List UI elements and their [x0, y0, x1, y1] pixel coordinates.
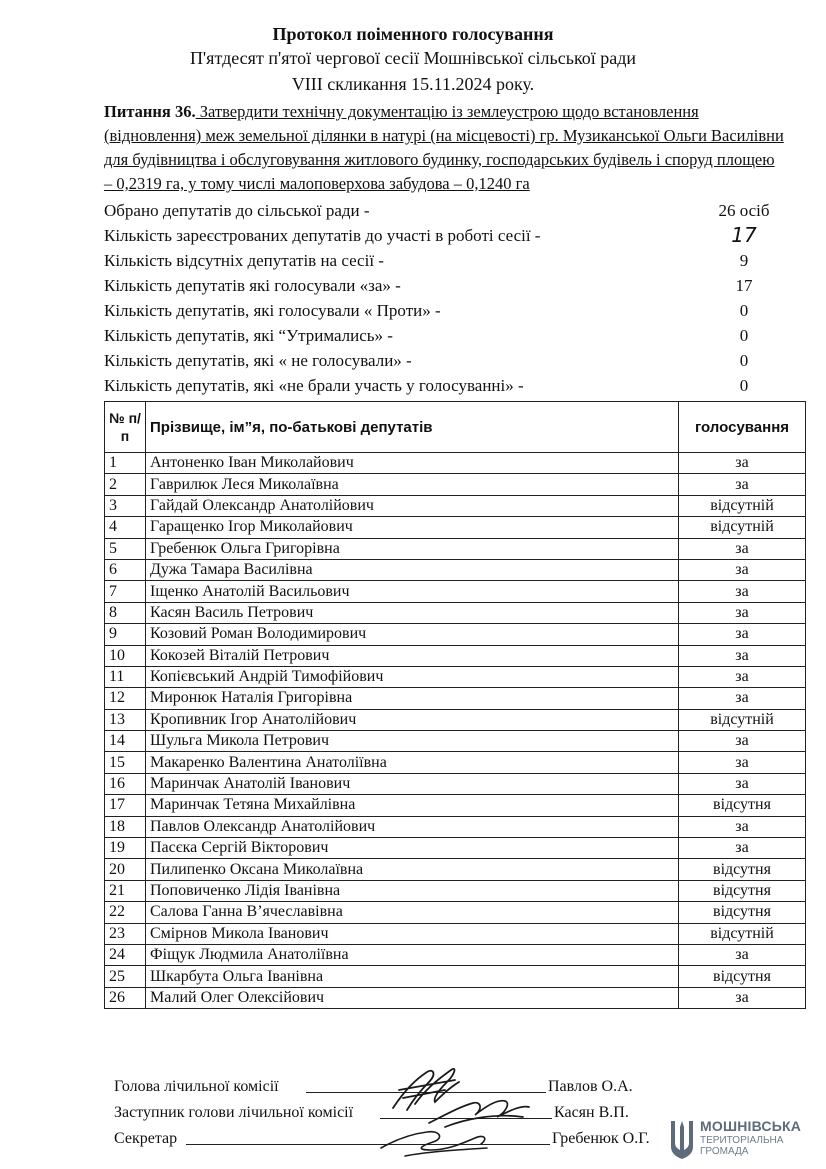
- stat-value: 9: [739, 251, 749, 270]
- deputy-name: Павлов Олександр Анатолійович: [146, 816, 679, 837]
- stat-value-handwritten: 17: [731, 223, 757, 247]
- table-row: [105, 517, 806, 538]
- deputy-name: Салова Ганна В’ячеславівна: [146, 902, 679, 923]
- deputy-name: Фіщук Людмила Анатоліївна: [146, 944, 679, 965]
- table-row: [105, 902, 806, 923]
- stat-value: 17: [735, 276, 753, 295]
- table-row: [105, 923, 806, 944]
- row-number: 14: [105, 731, 146, 752]
- vote-result: за: [679, 559, 806, 580]
- row-number: 5: [105, 538, 146, 559]
- stat-value: 26 осіб: [718, 201, 770, 220]
- row-number: 12: [105, 688, 146, 709]
- secretary-role: Секретар: [114, 1130, 178, 1147]
- stat-value: 0: [739, 351, 749, 370]
- stat-value: 0: [739, 301, 749, 320]
- deputy-name: Гребенюк Ольга Григорівна: [146, 538, 679, 559]
- vote-result: за: [679, 624, 806, 645]
- vote-result: за: [679, 731, 806, 752]
- row-number: 26: [105, 987, 146, 1008]
- table-row: [105, 495, 806, 516]
- trident-icon: [668, 1117, 696, 1161]
- stat-value: 0: [739, 376, 749, 395]
- deputy-name: Гайдай Олександр Анатолійович: [146, 495, 679, 516]
- stat-row: [104, 348, 794, 373]
- table-row: [105, 731, 806, 752]
- vote-table: [104, 401, 806, 1009]
- table-row: [105, 773, 806, 794]
- vote-result: за: [679, 581, 806, 602]
- table-row: [105, 709, 806, 730]
- logo-title: МОШНІВСЬКА: [700, 1118, 802, 1134]
- table-row: [105, 880, 806, 901]
- deputy-name: Маринчак Анатолій Іванович: [146, 773, 679, 794]
- row-number: 9: [105, 624, 146, 645]
- row-number: 20: [105, 859, 146, 880]
- row-number: 11: [105, 666, 146, 687]
- stat-label: Кількість депутатів, які голосували « Проти» -: [104, 301, 441, 320]
- row-number: 10: [105, 645, 146, 666]
- table-row: [105, 752, 806, 773]
- table-row: [105, 688, 806, 709]
- row-number: 16: [105, 773, 146, 794]
- vote-result: відсутня: [679, 795, 806, 816]
- stat-label: Кількість депутатів, які «не брали участь у голосуванні» -: [104, 376, 524, 395]
- signature-line: [186, 1144, 550, 1145]
- deputy-name: Гаращенко Ігор Миколайович: [146, 517, 679, 538]
- vote-result: відсутній: [679, 923, 806, 944]
- table-header-row: [105, 402, 806, 453]
- deputy-name: Кокозей Віталій Петрович: [146, 645, 679, 666]
- deputy-name: Макаренко Валентина Анатоліївна: [146, 752, 679, 773]
- table-row: [105, 859, 806, 880]
- deputy-name: Миронюк Наталія Григорівна: [146, 688, 679, 709]
- row-number: 18: [105, 816, 146, 837]
- vote-result: відсутній: [679, 495, 806, 516]
- logo-subtitle: [700, 1135, 783, 1157]
- vote-result: відсутній: [679, 517, 806, 538]
- row-number: 3: [105, 495, 146, 516]
- convocation-date: VIII скликання 15.11.2024 року.: [291, 74, 535, 94]
- row-number: 4: [105, 517, 146, 538]
- row-number: 21: [105, 880, 146, 901]
- deputy-name: Пасєка Сергій Вікторович: [146, 838, 679, 859]
- table-row: [105, 559, 806, 580]
- deputy-name: Пилипенко Оксана Миколаївна: [146, 859, 679, 880]
- chair-name: Павлов О.А.: [548, 1078, 633, 1095]
- row-number: 7: [105, 581, 146, 602]
- deputy-name: Кропивник Ігор Анатолійович: [146, 709, 679, 730]
- deputy-name: Антоненко Іван Миколайович: [146, 453, 679, 474]
- table-row: [105, 474, 806, 495]
- stat-row: [104, 223, 794, 248]
- vote-result: за: [679, 666, 806, 687]
- row-number: 15: [105, 752, 146, 773]
- vote-result: за: [679, 752, 806, 773]
- row-number: 13: [105, 709, 146, 730]
- row-number: 1: [105, 453, 146, 474]
- chair-role: Голова лічильної комісії: [114, 1078, 279, 1095]
- stat-row: [104, 273, 794, 298]
- row-number: 22: [105, 902, 146, 923]
- vote-result: відсутня: [679, 859, 806, 880]
- vote-result: за: [679, 987, 806, 1008]
- deputy-role: Заступник голови лічильної комісії: [114, 1104, 354, 1121]
- deputy-name: Шульга Микола Петрович: [146, 731, 679, 752]
- deputy-name: Малий Олег Олексійович: [146, 987, 679, 1008]
- stat-row: [104, 373, 794, 398]
- logo-line-3: ГРОМАДА: [700, 1146, 749, 1157]
- deputy-name: Гаврилюк Леся Миколаївна: [146, 474, 679, 495]
- secretary-name: Гребенюк О.Г.: [552, 1130, 650, 1147]
- community-logo: [668, 1115, 818, 1165]
- document-title: Протокол поіменного голосування: [272, 24, 554, 44]
- table-row: [105, 453, 806, 474]
- deputy-name: Дужа Тамара Василівна: [146, 559, 679, 580]
- table-row: [105, 795, 806, 816]
- table-row: [105, 602, 806, 623]
- column-header-name: Прізвище, ім”я, по-батькові депутатів: [146, 402, 679, 453]
- vote-result: відсутня: [679, 902, 806, 923]
- row-number: 2: [105, 474, 146, 495]
- deputy-name: Козовий Роман Володимирович: [146, 624, 679, 645]
- stat-label: Кількість зареєстрованих депутатів до участі в роботі сесії -: [104, 226, 541, 245]
- deputy-name: Касян Василь Петрович: [146, 602, 679, 623]
- table-row: [105, 538, 806, 559]
- row-number: 8: [105, 602, 146, 623]
- agenda-question: [104, 100, 784, 196]
- table-row: [105, 666, 806, 687]
- stat-row: [104, 298, 794, 323]
- row-number: 6: [105, 559, 146, 580]
- stat-value: 0: [739, 326, 749, 345]
- vote-result: за: [679, 688, 806, 709]
- deputy-name: Іщенко Анатолій Васильович: [146, 581, 679, 602]
- table-row: [105, 966, 806, 987]
- row-number: 17: [105, 795, 146, 816]
- vote-result: відсутній: [679, 709, 806, 730]
- vote-result: за: [679, 474, 806, 495]
- deputy-name: Копієвський Андрій Тимофійович: [146, 666, 679, 687]
- stat-label: Кількість депутатів які голосували «за» -: [104, 276, 401, 295]
- deputy-name: Поповиченко Лідія Іванівна: [146, 880, 679, 901]
- row-number: 25: [105, 966, 146, 987]
- row-number: 24: [105, 944, 146, 965]
- table-row: [105, 838, 806, 859]
- row-number: 19: [105, 838, 146, 859]
- stat-label: Кількість депутатів, які “Утримались» -: [104, 326, 393, 345]
- deputy-name: Смірнов Микола Іванович: [146, 923, 679, 944]
- stat-row: [104, 198, 794, 223]
- vote-result: за: [679, 645, 806, 666]
- deputy-name: Касян В.П.: [554, 1104, 629, 1121]
- table-row: [105, 816, 806, 837]
- row-number: 23: [105, 923, 146, 944]
- table-row: [105, 944, 806, 965]
- question-text: Затвердити технічну документацію із землеустрою щодо встановлення (відновлення) меж земельної ділянки в натурі (на місцевості) гр. Музиканської Ольги Василівни для будівництва і обслуговування житлового будинку, господарських будівель і споруд площею – 0,2319 га, у тому числі малоповерхова забудова – 0,1240 га: [104, 102, 784, 193]
- vote-result: за: [679, 602, 806, 623]
- vote-result: за: [679, 838, 806, 859]
- logo-line-2: ТЕРИТОРІАЛЬНА: [700, 1135, 784, 1146]
- column-header-number: № п/п: [105, 402, 146, 453]
- table-row: [105, 581, 806, 602]
- vote-result: відсутня: [679, 880, 806, 901]
- table-row: [105, 645, 806, 666]
- column-header-vote: голосування: [679, 402, 806, 453]
- vote-result: за: [679, 453, 806, 474]
- stat-label: Обрано депутатів до сільської ради -: [104, 201, 370, 220]
- vote-result: відсутня: [679, 966, 806, 987]
- session-subtitle: П'ятдесят п'ятої чергової сесії Мошнівської сільської ради: [189, 48, 637, 68]
- vote-statistics: [104, 198, 794, 398]
- vote-result: за: [679, 816, 806, 837]
- stat-label: Кількість відсутніх депутатів на сесії -: [104, 251, 384, 270]
- stat-label: Кількість депутатів, які « не голосували» -: [104, 351, 412, 370]
- question-label: Питання 36.: [104, 102, 196, 121]
- handwritten-signature-secretary: [375, 1120, 495, 1162]
- deputy-name: Шкарбута Ольга Іванівна: [146, 966, 679, 987]
- table-row: [105, 987, 806, 1008]
- deputy-name: Маринчак Тетяна Михайлівна: [146, 795, 679, 816]
- vote-result: за: [679, 538, 806, 559]
- stat-row: [104, 248, 794, 273]
- stat-row: [104, 323, 794, 348]
- vote-result: за: [679, 773, 806, 794]
- table-row: [105, 624, 806, 645]
- vote-result: за: [679, 944, 806, 965]
